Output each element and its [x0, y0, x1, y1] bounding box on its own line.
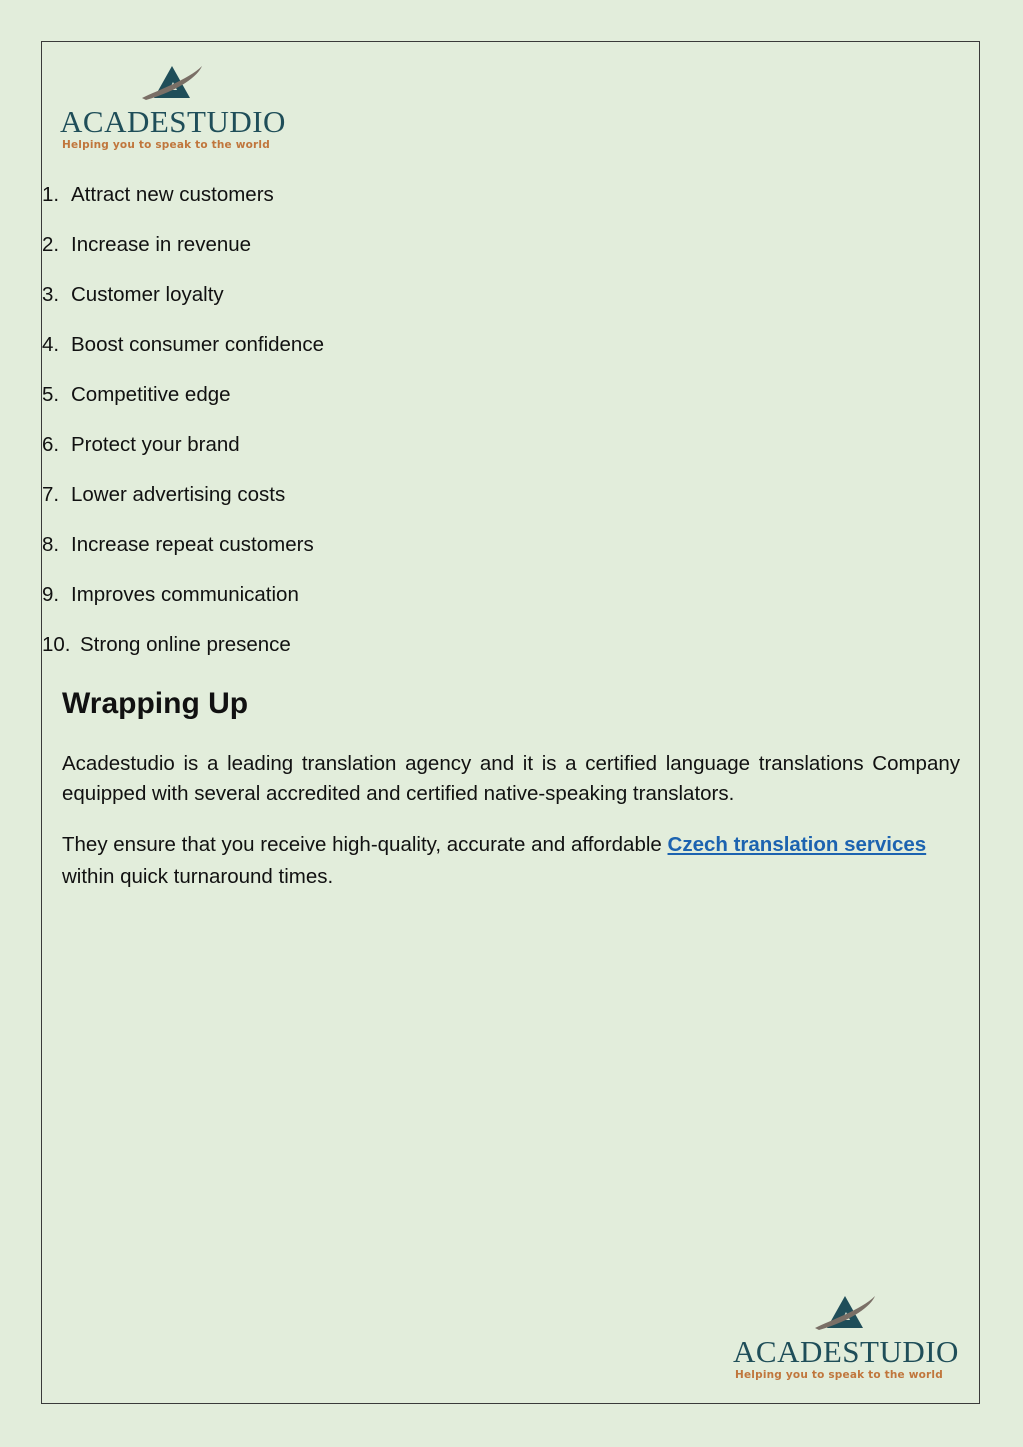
list-item-text: Lower advertising costs: [71, 483, 286, 506]
list-item-text: Improves communication: [71, 583, 299, 606]
list-item: [42, 381, 324, 431]
mountain-swoosh-logo-icon: [809, 1290, 881, 1340]
czech-translation-services-link[interactable]: Czech translation services: [667, 833, 927, 856]
logo-tagline: Helping you to speak to the world: [62, 139, 270, 151]
list-item-text: Increase in revenue: [71, 233, 252, 256]
list-item: [42, 431, 324, 481]
logo-tagline: Helping you to speak to the world: [735, 1369, 943, 1381]
list-item: [42, 231, 324, 281]
section-heading: Wrapping Up: [62, 687, 249, 720]
footer-logo: [733, 1288, 963, 1384]
benefits-list: [42, 181, 324, 681]
list-number: 8.: [42, 533, 60, 556]
list-item: [42, 631, 324, 681]
list-number: 2.: [42, 233, 60, 256]
list-item-text: Strong online presence: [80, 633, 291, 656]
paragraph-text: They ensure that you receive high-quality, accurate and affordable: [62, 833, 668, 856]
list-number: 1.: [42, 183, 60, 206]
list-item-text: Protect your brand: [71, 433, 240, 456]
list-item: [42, 481, 324, 531]
list-item-text: Boost consumer confidence: [71, 333, 324, 356]
list-item: [42, 181, 324, 231]
list-item: [42, 531, 324, 581]
logo-wordmark: ACADESTUDIO: [60, 104, 286, 139]
intro-paragraph: Acadestudio is a leading translation agency and it is a certified language translations Company equipped with several accredited and certified native-speaking translators.: [62, 752, 960, 805]
list-number: 4.: [42, 333, 60, 356]
list-number: 3.: [42, 283, 60, 306]
list-item-text: Customer loyalty: [71, 283, 224, 306]
list-number: 9.: [42, 583, 60, 606]
list-item-text: Increase repeat customers: [71, 533, 314, 556]
mountain-swoosh-logo-icon: [136, 60, 208, 110]
list-item-text: Competitive edge: [71, 383, 231, 406]
header-logo: [60, 58, 290, 154]
list-number: 10.: [42, 633, 71, 656]
list-number: 6.: [42, 433, 60, 456]
paragraph-text: within quick turnaround times.: [62, 865, 334, 888]
closing-paragraph: [62, 829, 960, 893]
logo-wordmark: ACADESTUDIO: [733, 1334, 959, 1369]
list-item-text: Attract new customers: [71, 183, 274, 206]
list-item: [42, 581, 324, 631]
list-item: [42, 281, 324, 331]
list-item: [42, 331, 324, 381]
list-number: 5.: [42, 383, 60, 406]
list-number: 7.: [42, 483, 60, 506]
